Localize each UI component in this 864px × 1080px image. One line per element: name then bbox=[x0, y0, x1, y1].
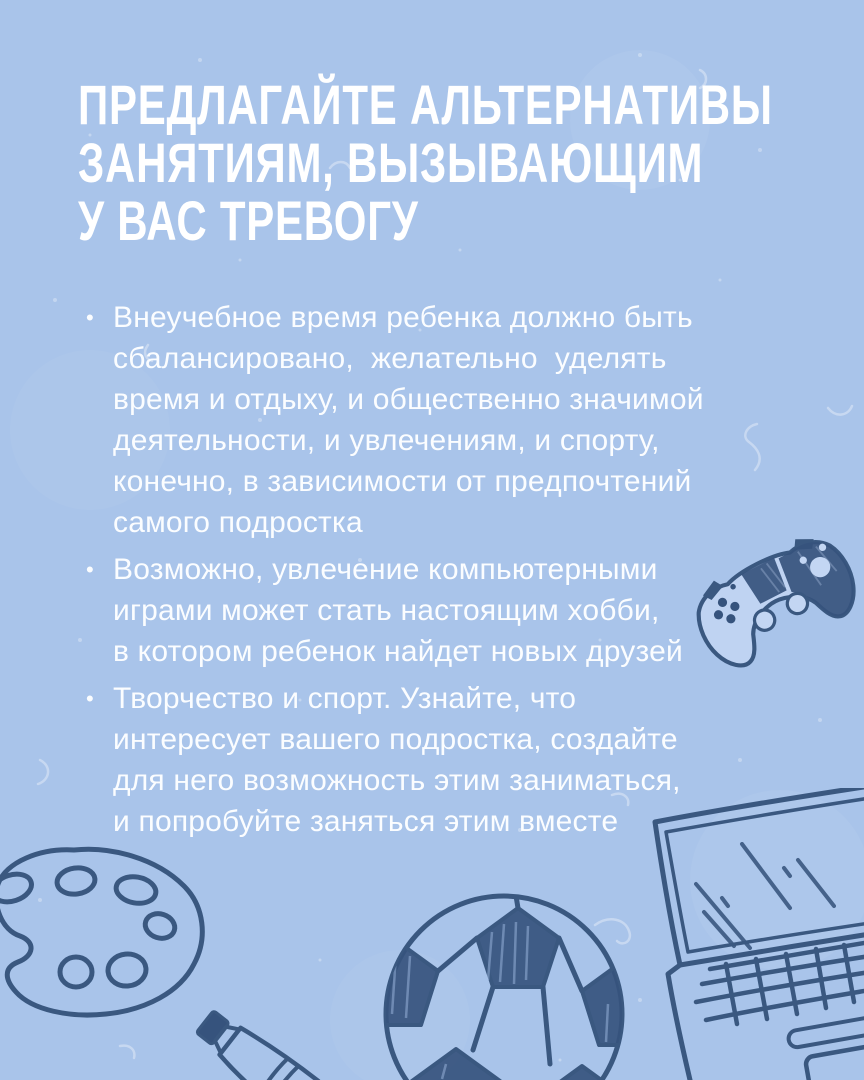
bullet-icon: • bbox=[86, 305, 94, 330]
bullet-text-line: Внеучебное время ребенка должно быть bbox=[113, 301, 693, 334]
bullet-text bbox=[113, 678, 681, 842]
bullet-text-line: время и отдыху, и общественно значимой bbox=[113, 383, 704, 416]
list-item bbox=[86, 549, 766, 672]
bullet-text bbox=[113, 297, 704, 543]
bullet-text-line: в котором ребенок найдет новых друзей bbox=[113, 635, 683, 668]
bullet-text-line: самого подростка bbox=[113, 506, 363, 539]
bullet-text-line: деятельности, и увлечениям, и спорту, bbox=[113, 424, 660, 457]
title-line-1: ПРЕДЛАГАЙТЕ АЛЬТЕРНАТИВЫ bbox=[78, 73, 773, 136]
paint-palette-doodle bbox=[0, 842, 223, 1022]
bullet-text-line: интересует вашего подростка, создайте bbox=[113, 723, 678, 756]
list-item bbox=[86, 678, 766, 842]
bullet-text-line: сбалансировано, желательно уделять bbox=[113, 342, 667, 375]
title-line-3: У ВАС ТРЕВОГУ bbox=[78, 189, 419, 252]
bullet-text-line: и попробуйте заняться этим вместе bbox=[113, 805, 619, 838]
title-line-2: ЗАНЯТИЯМ, ВЫЗЫВАЮЩИМ bbox=[78, 131, 704, 194]
bullet-icon: • bbox=[86, 557, 94, 582]
bullet-text-line: играми может стать настоящим хобби, bbox=[113, 594, 660, 627]
page-title bbox=[78, 73, 864, 252]
bullet-text-line: Творчество и спорт. Узнайте, что bbox=[113, 682, 577, 715]
bullet-text-line: конечно, в зависимости от предпочтений bbox=[113, 465, 692, 498]
bullet-icon: • bbox=[86, 686, 94, 711]
paint-tube-doodle bbox=[192, 980, 332, 1080]
soccer-ball-doodle bbox=[376, 884, 634, 1080]
bullet-text-line: Возможно, увлечение компьютерными bbox=[113, 553, 658, 586]
bullet-list bbox=[86, 297, 766, 842]
bullet-text bbox=[113, 549, 683, 672]
list-item bbox=[86, 297, 766, 543]
bullet-text-line: для него возможность этим заниматься, bbox=[113, 764, 681, 797]
